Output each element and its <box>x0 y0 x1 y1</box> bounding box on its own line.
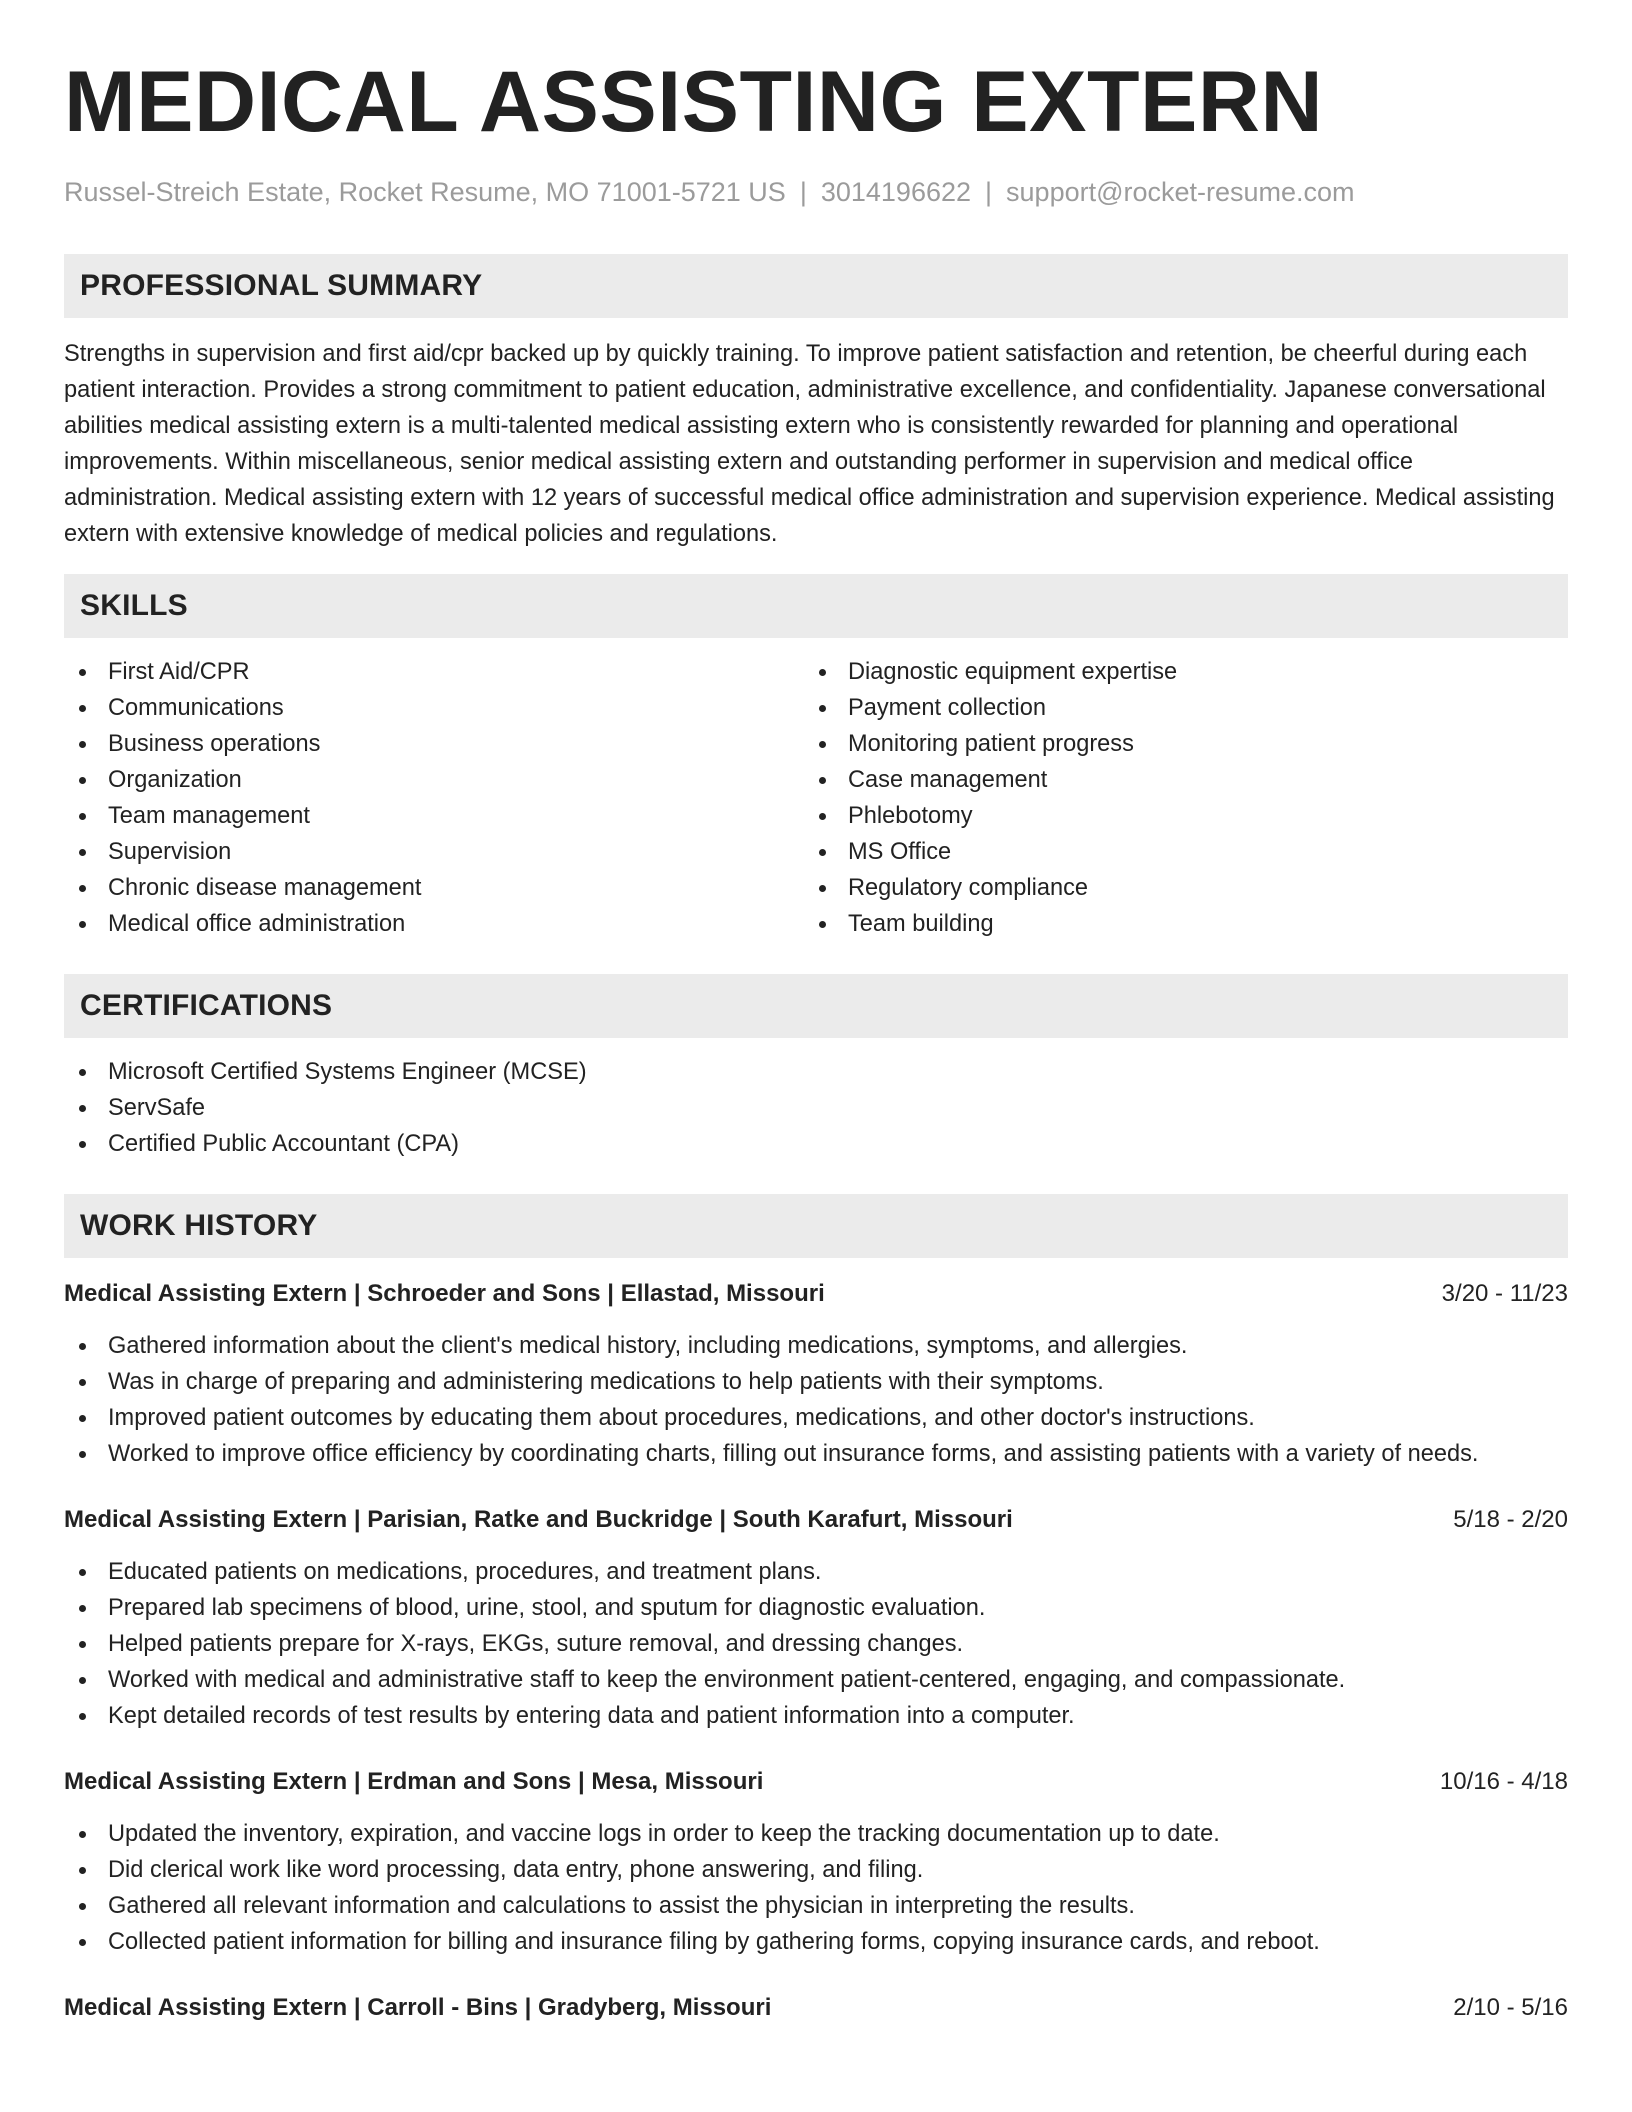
section-heading-summary: PROFESSIONAL SUMMARY <box>64 254 1568 318</box>
job-bullet: Kept detailed records of test results by entering data and patient information into a computer. <box>64 1698 1568 1734</box>
job-header <box>64 1276 1568 1312</box>
skills-list-right <box>804 654 1544 942</box>
contact-address: Russel-Streich Estate, Rocket Resume, MO 71001-5721 US <box>64 177 786 207</box>
skill-item: Organization <box>64 762 804 798</box>
job-title: Medical Assisting Extern | Schroeder and Sons | Ellastad, Missouri <box>64 1280 825 1307</box>
job-bullet: Educated patients on medications, procedures, and treatment plans. <box>64 1554 1568 1590</box>
job-entry <box>64 1764 1568 1960</box>
job-entry <box>64 1502 1568 1734</box>
job-bullet: Worked with medical and administrative staff to keep the environment patient-centered, engaging, and compassionate. <box>64 1662 1568 1698</box>
job-header <box>64 1990 1568 2026</box>
skill-item: Phlebotomy <box>804 798 1544 834</box>
job-bullet: Gathered all relevant information and calculations to assist the physician in interpreting the results. <box>64 1888 1568 1924</box>
skill-item: Payment collection <box>804 690 1544 726</box>
certifications-list <box>64 1054 1568 1162</box>
skill-item: Monitoring patient progress <box>804 726 1544 762</box>
skill-item: Supervision <box>64 834 804 870</box>
summary-text: Strengths in supervision and first aid/cpr backed up by quickly training. To improve patient satisfaction and retention, be cheerful during each patient interaction. Provides a strong commitment to patient education, administrative excellence, and confidentiality. Japanese conversational abilities medical assisting extern is a multi-talented medical assisting extern who is consistently rewarded for planning and operational improvements. Within miscellaneous, senior medical assisting extern and outstanding performer in supervision and medical office administration. Medical assisting extern with 12 years of successful medical office administration and supervision experience. Medical assisting extern with extensive knowledge of medical policies and regulations. <box>64 341 1555 547</box>
job-dates: 5/18 - 2/20 <box>1453 1506 1568 1533</box>
skill-item: Case management <box>804 762 1544 798</box>
job-bullet: Collected patient information for billing and insurance filing by gathering forms, copying insurance cards, and reboot. <box>64 1924 1568 1960</box>
job-bullet: Worked to improve office efficiency by coordinating charts, filling out insurance forms, and assisting patients with a variety of needs. <box>64 1436 1568 1472</box>
skill-item: Diagnostic equipment expertise <box>804 654 1544 690</box>
skill-item: Communications <box>64 690 804 726</box>
job-header <box>64 1502 1568 1538</box>
certification-item: Certified Public Accountant (CPA) <box>64 1126 1568 1162</box>
certification-item: Microsoft Certified Systems Engineer (MCSE) <box>64 1054 1568 1090</box>
job-bullets <box>64 1816 1568 1960</box>
job-bullets <box>64 1554 1568 1734</box>
job-dates: 3/20 - 11/23 <box>1441 1280 1568 1307</box>
job-title: Medical Assisting Extern | Carroll - Bins | Gradyberg, Missouri <box>64 1994 772 2021</box>
skills-list-left <box>64 654 804 942</box>
job-bullet: Did clerical work like word processing, data entry, phone answering, and filing. <box>64 1852 1568 1888</box>
skill-item: First Aid/CPR <box>64 654 804 690</box>
skill-item: Business operations <box>64 726 804 762</box>
job-bullet: Was in charge of preparing and administering medications to help patients with their symptoms. <box>64 1364 1568 1400</box>
job-title: Medical Assisting Extern | Erdman and Sons | Mesa, Missouri <box>64 1768 764 1795</box>
job-dates: 2/10 - 5/16 <box>1453 1994 1568 2021</box>
job-bullet: Helped patients prepare for X-rays, EKGs, suture removal, and dressing changes. <box>64 1626 1568 1662</box>
skill-item: Team building <box>804 906 1544 942</box>
job-bullet: Improved patient outcomes by educating them about procedures, medications, and other doctor's instructions. <box>64 1400 1568 1436</box>
contact-separator: | <box>799 177 807 207</box>
contact-line <box>64 172 1568 212</box>
job-bullet: Gathered information about the client's medical history, including medications, symptoms, and allergies. <box>64 1328 1568 1364</box>
contact-phone: 3014196622 <box>820 177 972 207</box>
skill-item: Chronic disease management <box>64 870 804 906</box>
job-dates: 10/16 - 4/18 <box>1439 1768 1568 1795</box>
skills-column-left <box>64 654 804 942</box>
job-bullet: Updated the inventory, expiration, and vaccine logs in order to keep the tracking documentation up to date. <box>64 1816 1568 1852</box>
section-heading-certifications: CERTIFICATIONS <box>64 974 1568 1038</box>
job-entry <box>64 1276 1568 1472</box>
candidate-name: MEDICAL ASSISTING EXTERN <box>64 54 1324 150</box>
skill-item: Team management <box>64 798 804 834</box>
contact-email: support@rocket-resume.com <box>1006 177 1355 207</box>
job-title: Medical Assisting Extern | Parisian, Ratke and Buckridge | South Karafurt, Missouri <box>64 1506 1013 1533</box>
skill-item: MS Office <box>804 834 1544 870</box>
section-heading-skills: SKILLS <box>64 574 1568 638</box>
certification-item: ServSafe <box>64 1090 1568 1126</box>
contact-separator: | <box>985 177 993 207</box>
skills-column-right <box>804 654 1544 942</box>
skill-item: Medical office administration <box>64 906 804 942</box>
skills-grid <box>64 654 1568 942</box>
job-bullet: Prepared lab specimens of blood, urine, stool, and sputum for diagnostic evaluation. <box>64 1590 1568 1626</box>
job-header <box>64 1764 1568 1800</box>
skill-item: Regulatory compliance <box>804 870 1544 906</box>
job-bullets <box>64 1328 1568 1472</box>
section-heading-work-history: WORK HISTORY <box>64 1194 1568 1258</box>
job-entry <box>64 1990 1568 2026</box>
